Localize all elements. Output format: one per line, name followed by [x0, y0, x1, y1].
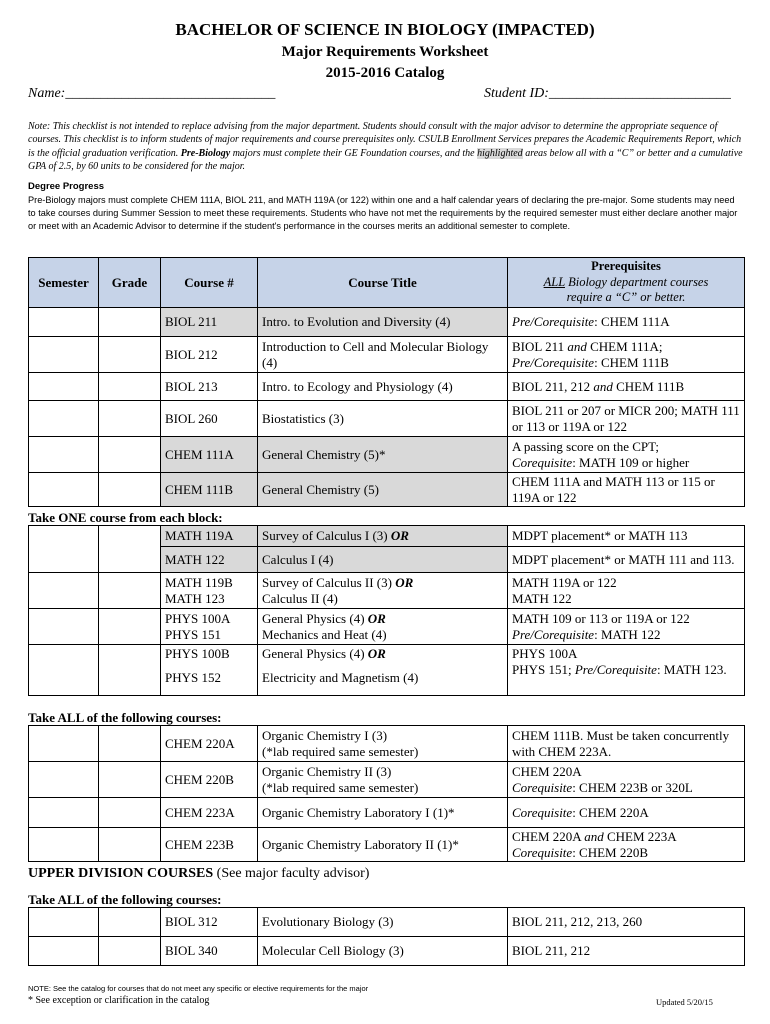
- course-code: MATH 119B: [165, 574, 233, 590]
- table-row: [29, 337, 745, 373]
- grade-cell[interactable]: [99, 798, 161, 828]
- prereq-text: : MATH 109 or higher: [572, 454, 690, 470]
- table-row: [29, 798, 745, 828]
- prereq-italic: Corequisite: [512, 779, 573, 795]
- note-text-3: areas below all with a “C” or better and a cumulative GPA of 2.5, by 60 units to be considered for the major.: [28, 147, 743, 173]
- header-grade: Grade: [99, 258, 161, 308]
- header-prerequisites: [508, 258, 745, 308]
- prerequisites: [508, 609, 745, 645]
- header-prereq-note: [512, 275, 740, 291]
- prerequisites: MDPT placement* or MATH 113: [508, 526, 745, 547]
- table-row: [29, 573, 745, 609]
- table-row: [29, 609, 745, 645]
- prereq-text: CHEM 223A: [603, 828, 677, 844]
- course-title: General Chemistry (5): [258, 473, 508, 507]
- note-highlighted: highlighted: [477, 147, 523, 159]
- course-number: CHEM 111B: [161, 473, 258, 507]
- course-number: BIOL 312: [161, 908, 258, 937]
- semester-cell[interactable]: [29, 609, 99, 645]
- prereq-italic: Corequisite: [512, 844, 573, 860]
- prereq-italic: Pre/Corequisite: [512, 626, 595, 642]
- grade-cell[interactable]: [99, 726, 161, 762]
- semester-cell[interactable]: [29, 828, 99, 862]
- prereq-text: PHYS 100A: [512, 646, 578, 661]
- course-code: PHYS 151: [165, 626, 221, 642]
- prerequisites: CHEM 111B. Must be taken concurrently with CHEM 223A.: [508, 726, 745, 762]
- course-title-text: Organic Chemistry I (3): [262, 727, 388, 743]
- grade-cell[interactable]: [99, 437, 161, 473]
- upper-division-rest: (See major faculty advisor): [213, 866, 370, 881]
- course-title-text: (*lab required same semester): [262, 743, 419, 759]
- semester-cell[interactable]: [29, 401, 99, 437]
- block-section-label: Take ONE course from each block:: [28, 510, 223, 525]
- prerequisites: [508, 828, 745, 862]
- prerequisites: CHEM 111A and MATH 113 or 115 or 119A or 122: [508, 473, 745, 507]
- course-title: [258, 609, 508, 645]
- semester-cell[interactable]: [29, 337, 99, 373]
- grade-cell[interactable]: [99, 473, 161, 507]
- course-number: MATH 119A: [161, 526, 258, 547]
- prereq-text: BIOL 211, 212: [512, 378, 594, 394]
- prereq-text: PHYS 151;: [512, 662, 575, 677]
- course-number: BIOL 260: [161, 401, 258, 437]
- course-code: PHYS 100B: [165, 646, 230, 661]
- course-title: Evolutionary Biology (3): [258, 908, 508, 937]
- table-row: [29, 762, 745, 798]
- prereq-text: MATH 122: [512, 590, 572, 606]
- table-row: [29, 828, 745, 862]
- course-title-text: Organic Chemistry II (3): [262, 763, 392, 779]
- note-text-2: majors must complete their GE Foundation courses, and the: [230, 147, 478, 159]
- course-number: BIOL 213: [161, 373, 258, 401]
- header-prereq-note2: require a “C” or better.: [566, 290, 686, 305]
- prereq-italic: Corequisite: [512, 454, 573, 470]
- prereq-text: : CHEM 223B or 320L: [572, 779, 693, 795]
- prereq-text: CHEM 220A: [512, 828, 585, 844]
- semester-cell[interactable]: [29, 473, 99, 507]
- course-title-text: Electricity and Magnetism (4): [262, 670, 419, 685]
- course-number: [161, 609, 258, 645]
- prereq-text: MATH 109 or 113 or 119A or 122: [512, 610, 690, 626]
- prereq-italic: Pre/Corequisite: [574, 662, 657, 677]
- upper-division-heading: [28, 866, 369, 882]
- grade-cell[interactable]: [99, 337, 161, 373]
- grade-cell[interactable]: [99, 645, 161, 696]
- prereq-text: CHEM 111B: [612, 378, 685, 394]
- upper-section-label: Take ALL of the following courses:: [28, 892, 222, 907]
- course-number: CHEM 223B: [161, 828, 258, 862]
- or-label: OR: [390, 528, 409, 543]
- prereq-and: and: [584, 828, 604, 844]
- student-id-field[interactable]: Student ID:__________________________: [484, 86, 731, 101]
- or-label: OR: [367, 610, 386, 626]
- upper-courses-table: [28, 907, 745, 966]
- course-title-text: Survey of Calculus I (3): [262, 528, 391, 543]
- header-semester: Semester: [29, 258, 99, 308]
- prereq-italic: Corequisite: [512, 804, 573, 820]
- course-title: Biostatistics (3): [258, 401, 508, 437]
- prerequisites: BIOL 211 or 207 or MICR 200; MATH 111 or 113 or 119A or 122: [508, 401, 745, 437]
- table-row: [29, 526, 745, 547]
- course-title: Introduction to Cell and Molecular Biology (4): [258, 337, 508, 373]
- course-number: CHEM 223A: [161, 798, 258, 828]
- course-title: Molecular Cell Biology (3): [258, 937, 508, 966]
- course-code: PHYS 100A: [165, 610, 231, 626]
- degree-progress-title: Degree Progress: [28, 181, 105, 192]
- course-number: BIOL 212: [161, 337, 258, 373]
- grade-cell[interactable]: [99, 828, 161, 862]
- course-title-text: Survey of Calculus II (3): [262, 574, 396, 590]
- semester-cell[interactable]: [29, 308, 99, 337]
- semester-cell[interactable]: [29, 798, 99, 828]
- block-courses-table: [28, 525, 745, 696]
- course-number: CHEM 111A: [161, 437, 258, 473]
- organic-courses-table: [28, 725, 745, 862]
- semester-cell[interactable]: [29, 437, 99, 473]
- course-number: CHEM 220B: [161, 762, 258, 798]
- grade-cell[interactable]: [99, 573, 161, 609]
- course-title: [258, 726, 508, 762]
- course-title: Intro. to Ecology and Physiology (4): [258, 373, 508, 401]
- prereq-and: and: [593, 378, 613, 394]
- updated-date: Updated 5/20/15: [656, 997, 713, 1007]
- footer-note: NOTE: See the catalog for courses that do not meet any specific or elective requirements for the major: [28, 984, 369, 993]
- table-header-row: [29, 258, 745, 308]
- course-title-text: (*lab required same semester): [262, 779, 419, 795]
- prereq-text: : MATH 123.: [656, 662, 727, 677]
- course-title: Organic Chemistry Laboratory II (1)*: [258, 828, 508, 862]
- course-number: CHEM 220A: [161, 726, 258, 762]
- note-bold: Pre-Biology: [180, 147, 231, 159]
- prereq-text: : CHEM 111A: [594, 314, 670, 329]
- grade-cell[interactable]: [99, 908, 161, 937]
- table-row: [29, 726, 745, 762]
- semester-cell[interactable]: [29, 762, 99, 798]
- worksheet-subtitle: Major Requirements Worksheet: [281, 44, 489, 60]
- course-title: [258, 573, 508, 609]
- course-title: General Chemistry (5)*: [258, 437, 508, 473]
- prereq-text: : CHEM 220A: [572, 804, 649, 820]
- prerequisites: BIOL 211, 212: [508, 937, 745, 966]
- grade-cell[interactable]: [99, 373, 161, 401]
- core-courses-table: [28, 257, 745, 507]
- course-title: Intro. to Evolution and Diversity (4): [258, 308, 508, 337]
- header-course-number: Course #: [161, 258, 258, 308]
- or-label: OR: [367, 646, 386, 661]
- prereq-text: MATH 119A or 122: [512, 574, 617, 590]
- checklist-note: [28, 120, 744, 174]
- course-title: [258, 762, 508, 798]
- course-number: MATH 122: [161, 547, 258, 573]
- degree-progress-text: Pre-Biology majors must complete CHEM 111A, BIOL 211, and MATH 119A (or 122) within one and a half calendar years of declaring the pre-major. Some students may need to take courses during Summer Session to meet these requirements. Students who have not met the requirements by the required semester must either declare another major or meet with an Academic Advisor to determine if the student's performance in the courses merits an additional semester to complete.: [28, 195, 738, 232]
- prerequisites: [508, 798, 745, 828]
- course-code: MATH 123: [165, 590, 225, 606]
- prereq-text: BIOL 211: [512, 338, 568, 354]
- name-field[interactable]: Name:______________________________: [28, 86, 276, 101]
- course-title: Calculus I (4): [258, 547, 508, 573]
- prerequisites: MDPT placement* or MATH 111 and 113.: [508, 547, 745, 573]
- course-title: [258, 645, 508, 696]
- prerequisites: [508, 762, 745, 798]
- grade-cell[interactable]: [99, 526, 161, 573]
- prereq-text: CHEM 111A;: [586, 338, 663, 354]
- grade-cell[interactable]: [99, 308, 161, 337]
- prereq-text: CHEM 220A: [512, 763, 582, 779]
- course-title-text: General Physics (4): [262, 610, 368, 626]
- table-row: [29, 308, 745, 337]
- course-code: PHYS 152: [165, 670, 221, 685]
- course-number: [161, 645, 258, 696]
- prereq-text: : CHEM 220B: [572, 844, 649, 860]
- prereq-text: : CHEM 111B: [594, 354, 669, 370]
- prereq-italic: Pre/Corequisite: [512, 354, 595, 370]
- course-title-text: General Physics (4): [262, 646, 368, 661]
- semester-cell[interactable]: [29, 908, 99, 937]
- prereq-text: : MATH 122: [594, 626, 661, 642]
- prerequisites: [508, 645, 745, 696]
- course-title: [258, 526, 508, 547]
- course-number: [161, 573, 258, 609]
- semester-cell[interactable]: [29, 373, 99, 401]
- course-title-text: Mechanics and Heat (4): [262, 626, 387, 642]
- note-text-1: Note: This checklist is not intended to replace advising from the major department. Students should consult with the major advisor to determine the appropriate sequence of courses. This checklist is to inform students of major requirements and course prerequisites only. CSULB Enrollment Services prepares the Academic Requirements Report, which is the official graduation verification.: [28, 121, 742, 159]
- table-row: [29, 373, 745, 401]
- prerequisites: [508, 373, 745, 401]
- prerequisites: [508, 308, 745, 337]
- course-title-text: Calculus II (4): [262, 590, 338, 606]
- header-prereq-title: Prerequisites: [591, 259, 661, 274]
- grade-cell[interactable]: [99, 762, 161, 798]
- course-number: BIOL 211: [161, 308, 258, 337]
- footer-star-note: * See exception or clarification in the catalog: [28, 995, 210, 1006]
- prerequisites: [508, 337, 745, 373]
- grade-cell[interactable]: [99, 937, 161, 966]
- header-prereq-all: ALL: [543, 274, 565, 289]
- page-title: BACHELOR OF SCIENCE IN BIOLOGY (IMPACTED): [175, 20, 595, 39]
- grade-cell[interactable]: [99, 609, 161, 645]
- semester-cell[interactable]: [29, 573, 99, 609]
- prereq-italic: Pre/Corequisite: [512, 314, 595, 329]
- table-row: [29, 908, 745, 937]
- course-number: BIOL 340: [161, 937, 258, 966]
- prereq-text: A passing score on the CPT;: [512, 438, 659, 454]
- upper-division-bold: UPPER DIVISION COURSES: [28, 866, 214, 881]
- table-row: [29, 645, 745, 696]
- prerequisites: [508, 573, 745, 609]
- semester-cell[interactable]: [29, 937, 99, 966]
- semester-cell[interactable]: [29, 526, 99, 573]
- header-prereq-rest1: Biology department courses: [564, 274, 709, 289]
- course-title: Organic Chemistry Laboratory I (1)*: [258, 798, 508, 828]
- catalog-year: 2015-2016 Catalog: [325, 65, 445, 81]
- header-course-title: Course Title: [258, 258, 508, 308]
- table-row: [29, 401, 745, 437]
- organic-section-label: Take ALL of the following courses:: [28, 710, 222, 725]
- prerequisites: BIOL 211, 212, 213, 260: [508, 908, 745, 937]
- table-row: [29, 937, 745, 966]
- prereq-and: and: [567, 338, 587, 354]
- semester-cell[interactable]: [29, 645, 99, 696]
- table-row: [29, 473, 745, 507]
- semester-cell[interactable]: [29, 726, 99, 762]
- table-row: [29, 437, 745, 473]
- prerequisites: [508, 437, 745, 473]
- grade-cell[interactable]: [99, 401, 161, 437]
- or-label: OR: [395, 574, 414, 590]
